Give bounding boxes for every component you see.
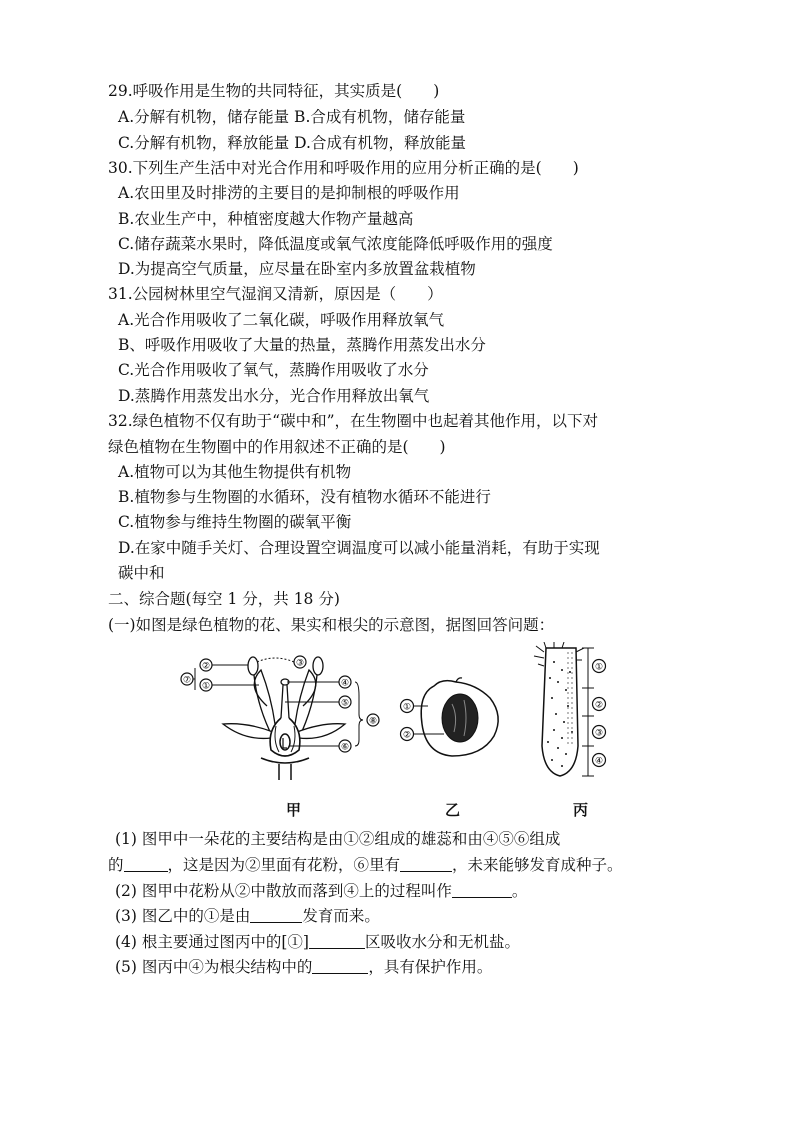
section-heading: 二、综合题(每空 1 分，共 18 分) bbox=[108, 590, 340, 608]
jia-marker-1 bbox=[200, 679, 212, 692]
jia-marker-4 bbox=[339, 676, 351, 689]
q31-option-c: C.光合作用吸收了氧气，蒸腾作用吸收了水分 bbox=[118, 361, 429, 379]
sub1-text-c: ，未来能够发育成种子。 bbox=[452, 856, 623, 874]
q32-stem-line2: 绿色植物在生物圈中的作用叙述不正确的是( ) bbox=[108, 438, 446, 456]
svg-text:⑦: ⑦ bbox=[182, 675, 192, 686]
sub4-text-b: 区吸收水分和无机盐。 bbox=[364, 933, 520, 951]
sub1-line2 bbox=[108, 854, 623, 876]
sub3-text-b: 发育而来。 bbox=[302, 907, 380, 925]
q31-option-d: D.蒸腾作用蒸发出水分，光合作用释放出氧气 bbox=[118, 387, 430, 405]
svg-text:②: ② bbox=[201, 661, 211, 672]
jia-marker-3 bbox=[294, 656, 306, 669]
q32-option-a: A.植物可以为其他生物提供有机物 bbox=[118, 463, 352, 481]
flower-diagram bbox=[175, 646, 385, 786]
q30-option-d: D.为提高空气质量，应尽量在卧室内多放置盆栽植物 bbox=[118, 260, 476, 278]
answer-blank[interactable] bbox=[452, 881, 512, 898]
svg-text:②: ② bbox=[594, 700, 604, 711]
sub4-text-a: (4) 根主要通过图丙中的[①] bbox=[115, 933, 309, 951]
q30-option-c: C.储存蔬菜水果时，降低温度或氧气浓度能降低呼吸作用的强度 bbox=[118, 235, 553, 253]
q32-stem-line1: 32.绿色植物不仅有助于“碳中和”，在生物圈中也起着其他作用，以下对 bbox=[108, 412, 599, 430]
sub3-line bbox=[115, 905, 380, 927]
svg-text:④: ④ bbox=[340, 678, 350, 689]
bing-marker-3 bbox=[593, 726, 606, 739]
svg-text:④: ④ bbox=[594, 756, 604, 767]
jia-marker-5 bbox=[339, 696, 351, 709]
svg-text:③: ③ bbox=[295, 658, 305, 669]
q32-option-d-line1: D.在家中随手关灯、合理设置空调温度可以减小能量消耗，有助于实现 bbox=[118, 539, 600, 557]
jia-marker-7 bbox=[181, 673, 193, 686]
jia-marker-6 bbox=[339, 740, 351, 753]
sub2-line bbox=[115, 880, 527, 902]
q29-options-ab: A.分解有机物，储存能量 B.合成有机物，储存能量 bbox=[118, 108, 466, 126]
svg-text:⑤: ⑤ bbox=[340, 698, 350, 709]
sub1-line1: (1) 图甲中一朵花的主要结构是由①②组成的雄蕊和由④⑤⑥组成 bbox=[115, 830, 561, 848]
answer-blank[interactable] bbox=[250, 906, 302, 923]
svg-text:⑥: ⑥ bbox=[340, 742, 350, 753]
sub4-line bbox=[115, 931, 520, 953]
root-tip-diagram bbox=[532, 642, 612, 782]
jia-marker-2 bbox=[200, 659, 212, 672]
sub5-text-b: ，具有保护作用。 bbox=[368, 958, 493, 976]
sub3-text-a: (3) 图乙中的①是由 bbox=[115, 907, 251, 925]
yi-marker-1 bbox=[401, 700, 414, 713]
svg-text:③: ③ bbox=[594, 728, 604, 739]
q32-option-b: B.植物参与生物圈的水循环，没有植物水循环不能进行 bbox=[118, 488, 491, 506]
answer-blank[interactable] bbox=[309, 932, 365, 949]
svg-text:①: ① bbox=[201, 681, 211, 692]
sub2-text-b: 。 bbox=[511, 882, 528, 900]
svg-text:⑧: ⑧ bbox=[368, 716, 378, 727]
svg-text:②: ② bbox=[402, 730, 412, 741]
q32-option-d-line2: 碳中和 bbox=[118, 564, 165, 582]
svg-text:①: ① bbox=[594, 662, 604, 673]
figure-label-bing: 丙 bbox=[573, 801, 589, 819]
answer-blank[interactable] bbox=[312, 957, 368, 974]
svg-text:①: ① bbox=[402, 702, 412, 713]
sub1-text-a: 的 bbox=[108, 856, 124, 874]
answer-blank[interactable] bbox=[124, 855, 168, 872]
bing-marker-1 bbox=[593, 660, 606, 673]
q29-stem: 29.呼吸作用是生物的共同特征，其实质是( ) bbox=[108, 82, 440, 100]
q32-option-c: C.植物参与维持生物圈的碳氧平衡 bbox=[118, 513, 352, 531]
sub2-text-a: (2) 图甲中花粉从②中散放而落到④上的过程叫作 bbox=[115, 882, 452, 900]
sub5-text-a: (5) 图丙中④为根尖结构中的 bbox=[115, 958, 313, 976]
q31-option-a: A.光合作用吸收了二氧化碳，呼吸作用释放氧气 bbox=[118, 311, 445, 329]
yi-marker-2 bbox=[401, 728, 414, 741]
bing-marker-2 bbox=[593, 698, 606, 711]
q30-stem: 30.下列生产生活中对光合作用和呼吸作用的应用分析正确的是( ) bbox=[108, 159, 579, 177]
q30-option-b: B.农业生产中，种植密度越大作物产量越高 bbox=[118, 210, 414, 228]
part1-intro: (一)如图是绿色植物的花、果实和根尖的示意图，据图回答问题： bbox=[108, 616, 555, 634]
sub5-line bbox=[115, 956, 492, 978]
bing-marker-4 bbox=[593, 754, 606, 767]
figure-label-jia: 甲 bbox=[286, 801, 302, 819]
figure-label-yi: 乙 bbox=[445, 801, 461, 819]
fruit-diagram bbox=[398, 676, 508, 762]
sub1-text-b: ，这是因为②里面有花粉，⑥里有 bbox=[167, 856, 401, 874]
answer-blank[interactable] bbox=[400, 855, 452, 872]
q30-option-a: A.农田里及时排涝的主要目的是抑制根的呼吸作用 bbox=[118, 184, 460, 202]
q29-options-cd: C.分解有机物，释放能量 D.合成有机物，释放能量 bbox=[118, 134, 466, 152]
jia-marker-8 bbox=[367, 714, 379, 727]
q31-option-b: B、呼吸作用吸收了大量的热量，蒸腾作用蒸发出水分 bbox=[118, 336, 486, 354]
q31-stem: 31.公园树林里空气湿润又清新，原因是（ ） bbox=[108, 285, 443, 303]
